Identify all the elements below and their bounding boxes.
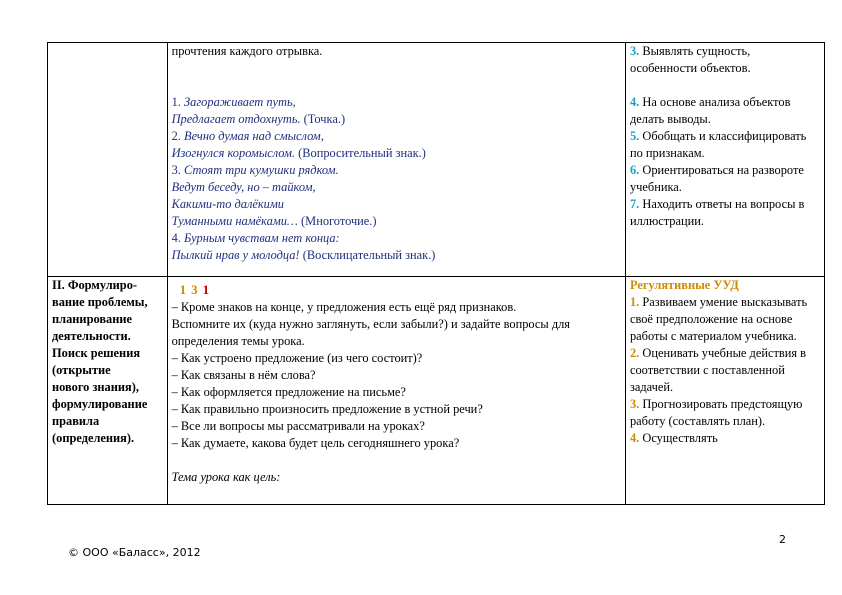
poem-line: [172, 230, 621, 247]
question-line: – Как оформляется предложение на письме?: [171, 385, 406, 399]
uud-item-text: Находить ответы на вопросы в иллюстрации.: [629, 197, 805, 228]
uud-item: [630, 294, 820, 345]
uud-item-number: 2.: [629, 346, 640, 360]
uud-item-number: 4.: [629, 431, 640, 445]
poem-text: Изогнулся коромыслом.: [171, 146, 296, 160]
poem-answer: (Вопросительный знак.): [298, 146, 426, 160]
lesson-plan-table: [47, 42, 825, 505]
uud-item-text: Прогнозировать предстоящую работу (составлять план).: [629, 397, 803, 428]
page-number: 2: [779, 533, 786, 546]
stage-title-line: (определения).: [52, 431, 135, 445]
question-line: – Все ли вопросы мы рассматривали на уроках?: [171, 419, 425, 433]
content-cell: [167, 43, 625, 277]
poem-line: [172, 111, 621, 128]
stage-title-line: Поиск решения: [52, 346, 141, 360]
uud-item-number: 7.: [629, 197, 640, 211]
stage-title: [52, 277, 163, 447]
uud-item: [630, 94, 820, 128]
question-line: определения темы урока.: [171, 334, 305, 348]
stage-title-line: вание проблемы,: [52, 295, 148, 309]
poem-line: [172, 128, 621, 145]
uud-item-number: 4.: [629, 95, 640, 109]
stage-title-line: II. Формулиро-: [52, 278, 138, 292]
poem-number: 1.: [171, 95, 181, 109]
uud-item: [630, 396, 820, 430]
uud-item: [630, 128, 820, 162]
stage-title-line: правила: [52, 414, 100, 428]
uud-item-text: Ориентироваться на развороте учебника.: [629, 163, 804, 194]
teacher-questions: [172, 299, 621, 452]
spacer: [172, 60, 621, 77]
uud-cell: [625, 277, 824, 505]
uud-item-number: 1.: [629, 295, 640, 309]
regulative-uud-list: [630, 294, 820, 447]
question-line: – Как правильно произносить предложение в устной речи?: [171, 402, 483, 416]
poem-line: [172, 162, 621, 179]
uud-item: [630, 43, 820, 77]
lesson-theme-label: Тема урока как цель:: [171, 470, 281, 484]
uud-item-number: 3.: [629, 397, 640, 411]
poem-text: Бурным чувствам нет конца:: [184, 231, 340, 245]
stage-title-line: деятельности.: [52, 329, 131, 343]
uud-code: 3: [191, 282, 198, 297]
content-cell: [167, 277, 625, 505]
riddle-poem: [172, 94, 621, 264]
uud-cell: [625, 43, 824, 277]
uud-item: [630, 430, 820, 447]
uud-item: [630, 162, 820, 196]
uud-item: [630, 345, 820, 396]
poem-answer: (Многоточие.): [301, 214, 377, 228]
spacer: [172, 77, 621, 94]
uud-code: 1: [179, 282, 187, 297]
poem-answer: (Точка.): [303, 112, 346, 126]
question-line: – Кроме знаков на конце, у предложения есть ещё ряд признаков.: [171, 300, 517, 314]
stage-title-line: планирование: [52, 312, 133, 326]
poem-line: [172, 179, 621, 196]
poem-text: Какими-то далёкими: [171, 197, 284, 211]
poem-line: [172, 196, 621, 213]
stage-cell: [48, 277, 168, 505]
copyright-footer: © ООО «Баласс», 2012: [68, 546, 201, 559]
poem-number: 3.: [171, 163, 181, 177]
uud-item: [630, 196, 820, 230]
poem-text: Ведут беседу, но – тайком,: [171, 180, 316, 194]
uud-code: 1: [202, 282, 210, 297]
uud-item-text: Осуществлять: [642, 431, 718, 445]
poem-text: Вечно думая над смыслом,: [184, 129, 324, 143]
uud-codes: [172, 277, 621, 299]
uud-item-text: Оценивать учебные действия в соответствии с поставленной задачей.: [629, 346, 807, 394]
question-line: – Как думаете, какова будет цель сегодняшнего урока?: [171, 436, 460, 450]
stage-title-line: формулирование: [52, 397, 148, 411]
poem-text: Стоят три кумушки рядком.: [184, 163, 339, 177]
uud-item-text: Обобщать и классифицировать по признакам.: [629, 129, 807, 160]
table-row: [48, 277, 825, 505]
uud-item-number: 6.: [629, 163, 640, 177]
question-line: – Как связаны в нём слова?: [171, 368, 316, 382]
poem-number: 2.: [171, 129, 181, 143]
poem-line: [172, 145, 621, 162]
uud-item-number: 3.: [629, 44, 640, 58]
spacer: [172, 452, 621, 469]
question-line: Вспомните их (куда нужно заглянуть, если забыли?) и задайте вопросы для: [171, 317, 571, 331]
uud-item-number: 5.: [629, 129, 640, 143]
cognitive-uud-list: [630, 43, 820, 230]
poem-text: Пылкий нрав у молодца!: [171, 248, 300, 262]
stage-title-line: нового знания),: [52, 380, 139, 394]
uud-item-text: Выявлять сущность, особенности объектов.: [629, 44, 751, 75]
uud-item-text: На основе анализа объектов делать выводы.: [629, 95, 791, 126]
poem-number: 4.: [171, 231, 181, 245]
table-row: [48, 43, 825, 277]
uud-item-text: Развиваем умение высказывать своё предположение на основе работы с материалом учебника.: [629, 295, 808, 343]
intro-text: прочтения каждого отрывка.: [171, 44, 323, 58]
poem-line: [172, 94, 621, 111]
poem-text: Туманными намёками…: [171, 214, 298, 228]
poem-text: Предлагает отдохнуть.: [171, 112, 301, 126]
uud-header: Регулятивные УУД: [629, 278, 739, 292]
poem-line: [172, 213, 621, 230]
stage-cell-empty: [48, 43, 168, 277]
stage-title-line: (открытие: [52, 363, 111, 377]
poem-text: Загораживает путь,: [184, 95, 296, 109]
question-line: – Как устроено предложение (из чего состоит)?: [171, 351, 423, 365]
poem-answer: (Восклицательный знак.): [302, 248, 436, 262]
poem-line: [172, 247, 621, 264]
